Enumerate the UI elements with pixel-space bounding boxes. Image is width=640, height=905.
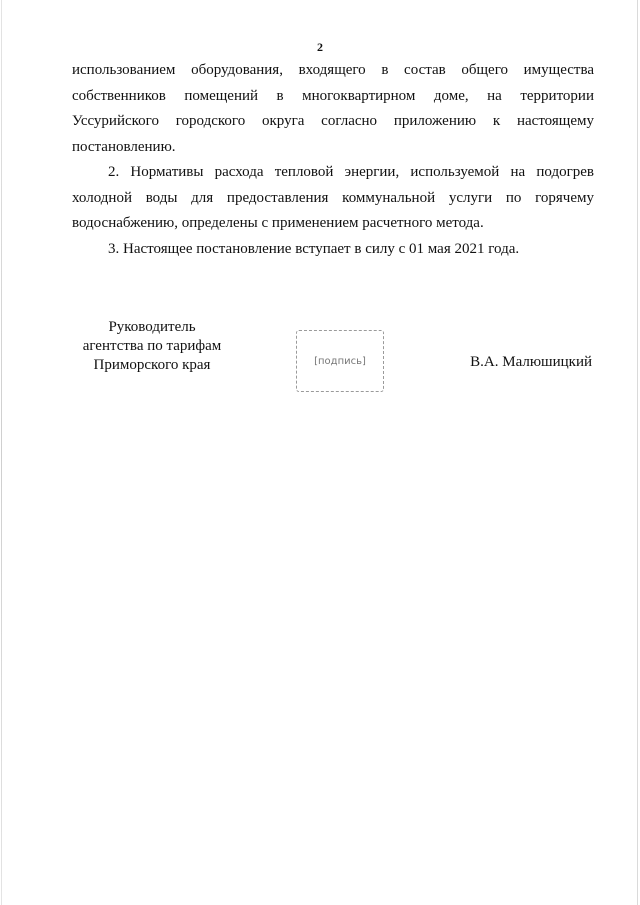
scan-edge-right	[637, 0, 638, 905]
signer-title-line: агентства по тарифам	[82, 338, 222, 354]
page-number: 2	[317, 40, 323, 54]
signer-title-line: Приморского края	[93, 357, 211, 373]
document-body	[72, 58, 594, 262]
paragraph-effective-date: 3. Настоящее постановление вступает в силу с 01 мая 2021 года.	[108, 240, 520, 257]
signer-title-line: Руководитель	[108, 319, 196, 335]
paragraph-heat-norms: 2. Нормативы расхода тепловой энергии, используемой на подогрев холодной воды для предоставления коммунальной услуги по горячему водоснабжению, определены с применением расчетного метода.	[72, 164, 594, 231]
signature-placeholder: [подпись]	[296, 330, 384, 392]
paragraph-continuation: использованием оборудования, входящего в состав общего имущества собственников помещений в многоквартирном доме, на территории Уссурийского городского округа согласно приложению к настоящему постановлению.	[72, 62, 594, 155]
signature-block	[0, 318, 640, 398]
signer-title	[78, 318, 226, 375]
signer-name: В.А. Малюшицкий	[470, 354, 592, 370]
scan-edge-left	[1, 0, 2, 905]
